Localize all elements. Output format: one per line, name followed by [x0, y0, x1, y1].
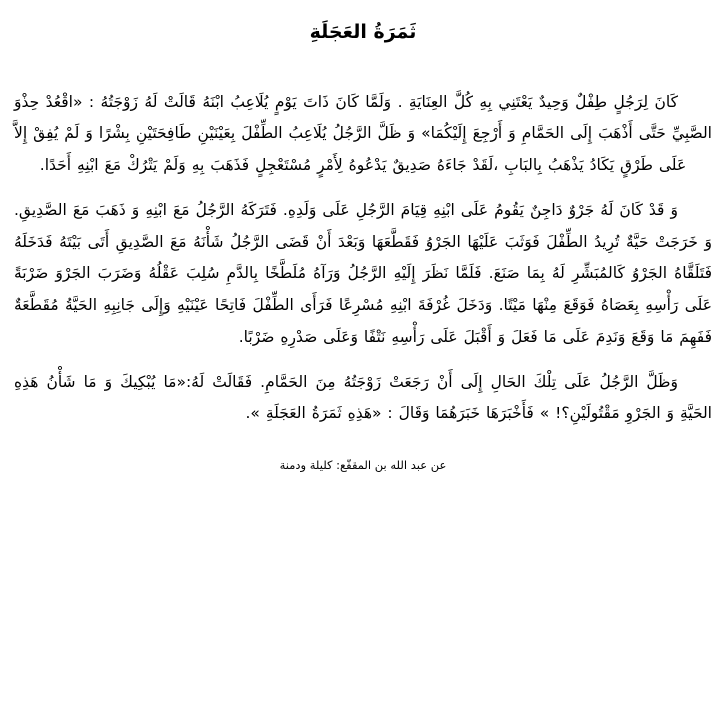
page-bottom-spacer	[14, 475, 712, 501]
document-body	[14, 87, 712, 431]
attribution-source: عن عبد الله بن المقفّع: كليلة ودمنة	[279, 458, 447, 473]
paragraph-3: وَظَلَّ الرَّجُلُ عَلَى تِلْكَ الحَالِ إِلَى أَنْ رَجَعَتْ زَوْجَتُهُ مِنَ الحَمَّامِ. فَقَالَتْ لَهُ:«مَا يُبْكِيكَ وَ مَا شَأْنُ هَذِهِ الحَيَّةِ وَ الجَرْوِ مَقْتُولَيْنِ؟! » فَأَخْبَرَهَا خَبَرَهُمَا وَقَالَ : «هَذِهِ ثَمَرَةُ العَجَلَةِ ».	[14, 372, 712, 423]
page-title: ثَمَرَةُ العَجَلَةِ	[309, 21, 417, 43]
paragraph-1: كَانَ لِرَجُلٍ طِفْلٌ وَحِيدٌ يَعْتَنِي بِهِ كُلَّ العِنَايَةِ . وَلَمَّا كَانَ ذَاتَ يَوْمٍ يُلَاعِبُ ابْنَهُ قَالَتْ لَهُ زَوْجَتُهُ : «اقْعُدْ حِذْوَ الصَّبِيِّ حَتَّى أَذْهَبَ إِلَى الحَمَّامِ وَ أَرْجِعَ إِلَيْكُمَا» وَ ظَلَّ الرَّجُلُ يُلَاعِبُ الطِّفْلَ بِعَيْنَيْنِ طَافِحَتَيْنِ بِشْرًا وَ لَمْ يُفِقْ إِلاَّ عَلَى طَرْقٍ يَكَادُ يَذْهَبُ بِالبَابِ ،لَقَدْ جَاءَهُ صَدِيقٌ يَدْعُوهُ لِأَمْرٍ مُسْتَعْجِلٍ فَذَهَبَ بِهِ وَلَمْ يَتْرُكْ مَعَ ابْنِهِ أَحَدًا.	[14, 92, 712, 175]
paragraph-2: وَ قَدْ كَانَ لَهُ جَرْوٌ دَاجِنٌ يَقُومُ عَلَى ابْنِهِ قِيَامَ الرَّجُلِ عَلَى وَلَدِهِ. فَتَرَكَهُ الرَّجُلُ مَعَ ابْنِهِ وَ ذَهَبَ مَعَ الصَّدِيقِ. وَ خَرَجَتْ حَيَّةٌ تُرِيدُ الطِّفْلَ فَوَثَبَ عَلَيْهَا الجَرْوُ فَقَطَّعَهَا وَبَعْدَ أَنْ قَضَى الرَّجُلُ شَأْنَهُ مَعَ الصَّدِيقِ أَتَى بَيْتَهُ فَدَخَلَهُ فَتَلَقَّاهُ الجَرْوُ كَالمُبَشِّرِ لَهُ بِمَا صَنَعَ. فَلَمَّا نَظَرَ إِلَيْهِ الرَّجُلُ وَرَآهُ مُلَطَّخًا بِالدَّمِ سُلِبَ عَقْلُهُ وَضَرَبَ الجَرْوَ ضَرْبَةً عَلَى رَأْسِهِ بِعَصَاهُ فَوَقَعَ مِنْهَا مَيْتًا. وَدَخَلَ غُرْفَةَ ابْنِهِ مُسْرِعًا فَرَأَى الطِّفْلَ فَاتِحًا عَيْنَيْهِ وَإِلَى جَانِبِهِ الحَيَّةُ مُقَطَّعَةٌ فَفَهِمَ مَا وَقَعَ وَنَدِمَ عَلَى مَا فَعَلَ وَ أَقْبَلَ عَلَى رَأْسِهِ نَتْفًا وَعَلَى صَدْرِهِ ضَرْبًا.	[14, 200, 712, 346]
